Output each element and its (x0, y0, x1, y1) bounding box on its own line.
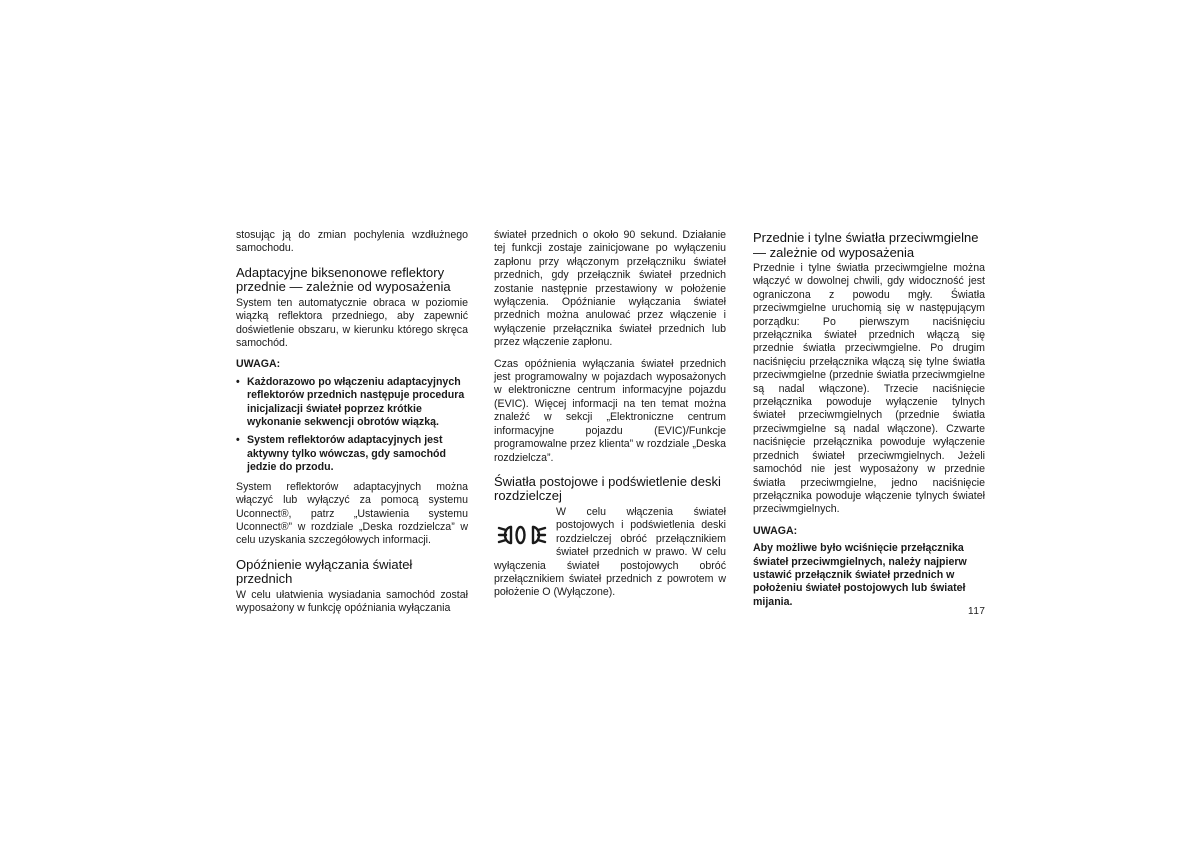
column-left (236, 229, 468, 624)
note-bullet: • System reflektorów adaptacyjnych jest aktywny tylko wówczas, gdy samochód jedzie do przodu. (236, 434, 468, 474)
page-number: 117 (968, 606, 986, 617)
intro-paragraph: stosując ją do zmian pochylenia wzdłużnego samochodu. (236, 229, 468, 255)
evic-paragraph: Czas opóźnienia wyłączania świateł przednich jest programowalny w pojazdach wyposażonych w elektroniczne centrum informacyjne pojazdu (EVIC). Więcej informacji na ten temat można znaleźć w sekcji „Elektroniczne centrum informacyjne pojazdu (EVIC)/Funkcje programowalne przez klienta” w rozdziale „Deska rozdzielcza”. (494, 357, 726, 464)
heading-fog-lights: Przednie i tylne światła przeciwmgielne — zależnie od wyposażenia (753, 230, 979, 260)
heading-adaptive-headlights: Adaptacyjne biksenonowe reflektory przednie — zależnie od wyposażenia (236, 264, 451, 295)
heading-headlight-delay: Opóźnienie wyłączania świateł przednich (236, 556, 413, 587)
uconnect-paragraph: System reflektorów adaptacyjnych można włączyć lub wyłączyć za pomocą systemu Uconnect®, patrz „Ustawienia systemu Uconnect®” w rozdziale „Deska rozdzielcza” w celu uzyskania szczegółowych informacji. (236, 480, 468, 547)
adaptive-paragraph: System ten automatycznie obraca w poziomie wiązką reflektora przedniego, aby zapewnić doświetlenie obszaru, w kierunku którego skręca samochód. (236, 296, 468, 350)
fog-paragraph: Przednie i tylne światła przeciwmgielne można włączyć w dowolnej chwili, gdy widoczność jest ograniczona z powodu mgły. Światła przeciwmgielne uruchomią się w następującym porządku: Po pierwszym naciśnięciu przełącznika świateł przednich włączą się przednie światła przeciwmgielne. Po drugim naciśnięciu przełącznika włączą się tylne światła przeciwmgielne (przednie światła przeciwmgielne są nadal włączone). Trzecie naciśnięcie przełącznika powoduje wyłączenie tylnych świateł przeciwmgielnych (przednie światła przeciwmgielne są nadal włączone). Czwarte naciśnięcie przełącznika powoduje wyłączenie przednich świateł przeciwmgielnych. Jeżeli samochód nie jest wyposażony w przednie światła przeciwmgielne, jedno naciśnięcie przełącznika powoduje włączenie tylnych świateł przeciwmgielnych. (753, 262, 985, 516)
parking-lights-icon (496, 516, 548, 554)
column-middle (494, 229, 726, 608)
parking-lights-section (494, 506, 726, 608)
note-label: UWAGA: (753, 524, 798, 537)
column-right (753, 229, 985, 617)
note-bullet: • Każdorazowo po włączeniu adaptacyjnych reflektorów przednich następuje procedura inicjalizacji świateł poprzez krótkie wykonanie sekwencji obrotów wiązką. (236, 376, 468, 430)
parking-paragraph: W celu włączenia świateł postojowych i podświetlenia deski rozdzielczej obróć przełącznikiem świateł przednich w prawo. W celu wyłączenia świateł postojowych obróć przełącznikiem świateł przednich z powrotem w położenie O (Wyłączone). (494, 505, 726, 599)
fog-note-paragraph: Aby możliwe było wciśnięcie przełącznika świateł przeciwmgielnych, należy najpierw ustawić przełącznik świateł przednich w położeniu świateł postojowych lub świateł mijania. (753, 542, 967, 608)
note-label: UWAGA: (236, 358, 281, 371)
note-bullet-list (236, 376, 468, 475)
delay-paragraph: W celu ułatwienia wysiadania samochód został wyposażony w funkcję opóźniania wyłączania (236, 588, 468, 615)
heading-parking-lights: Światła postojowe i podświetlenie deski rozdzielczej (494, 473, 721, 504)
delay-continued-paragraph: świateł przednich o około 90 sekund. Działanie tej funkcji zostaje zainicjowane po wyłączeniu zapłonu przy włączonym przełączniku świateł przednich, gdy przełącznik świateł przednich zostanie następnie przestawiony w położenie wyłączenia. Opóźnianie wyłączania świateł przednich można anulować przez włączenie i wyłączenie przełącznika świateł przednich lub przez włączenie zapłonu. (494, 229, 726, 349)
